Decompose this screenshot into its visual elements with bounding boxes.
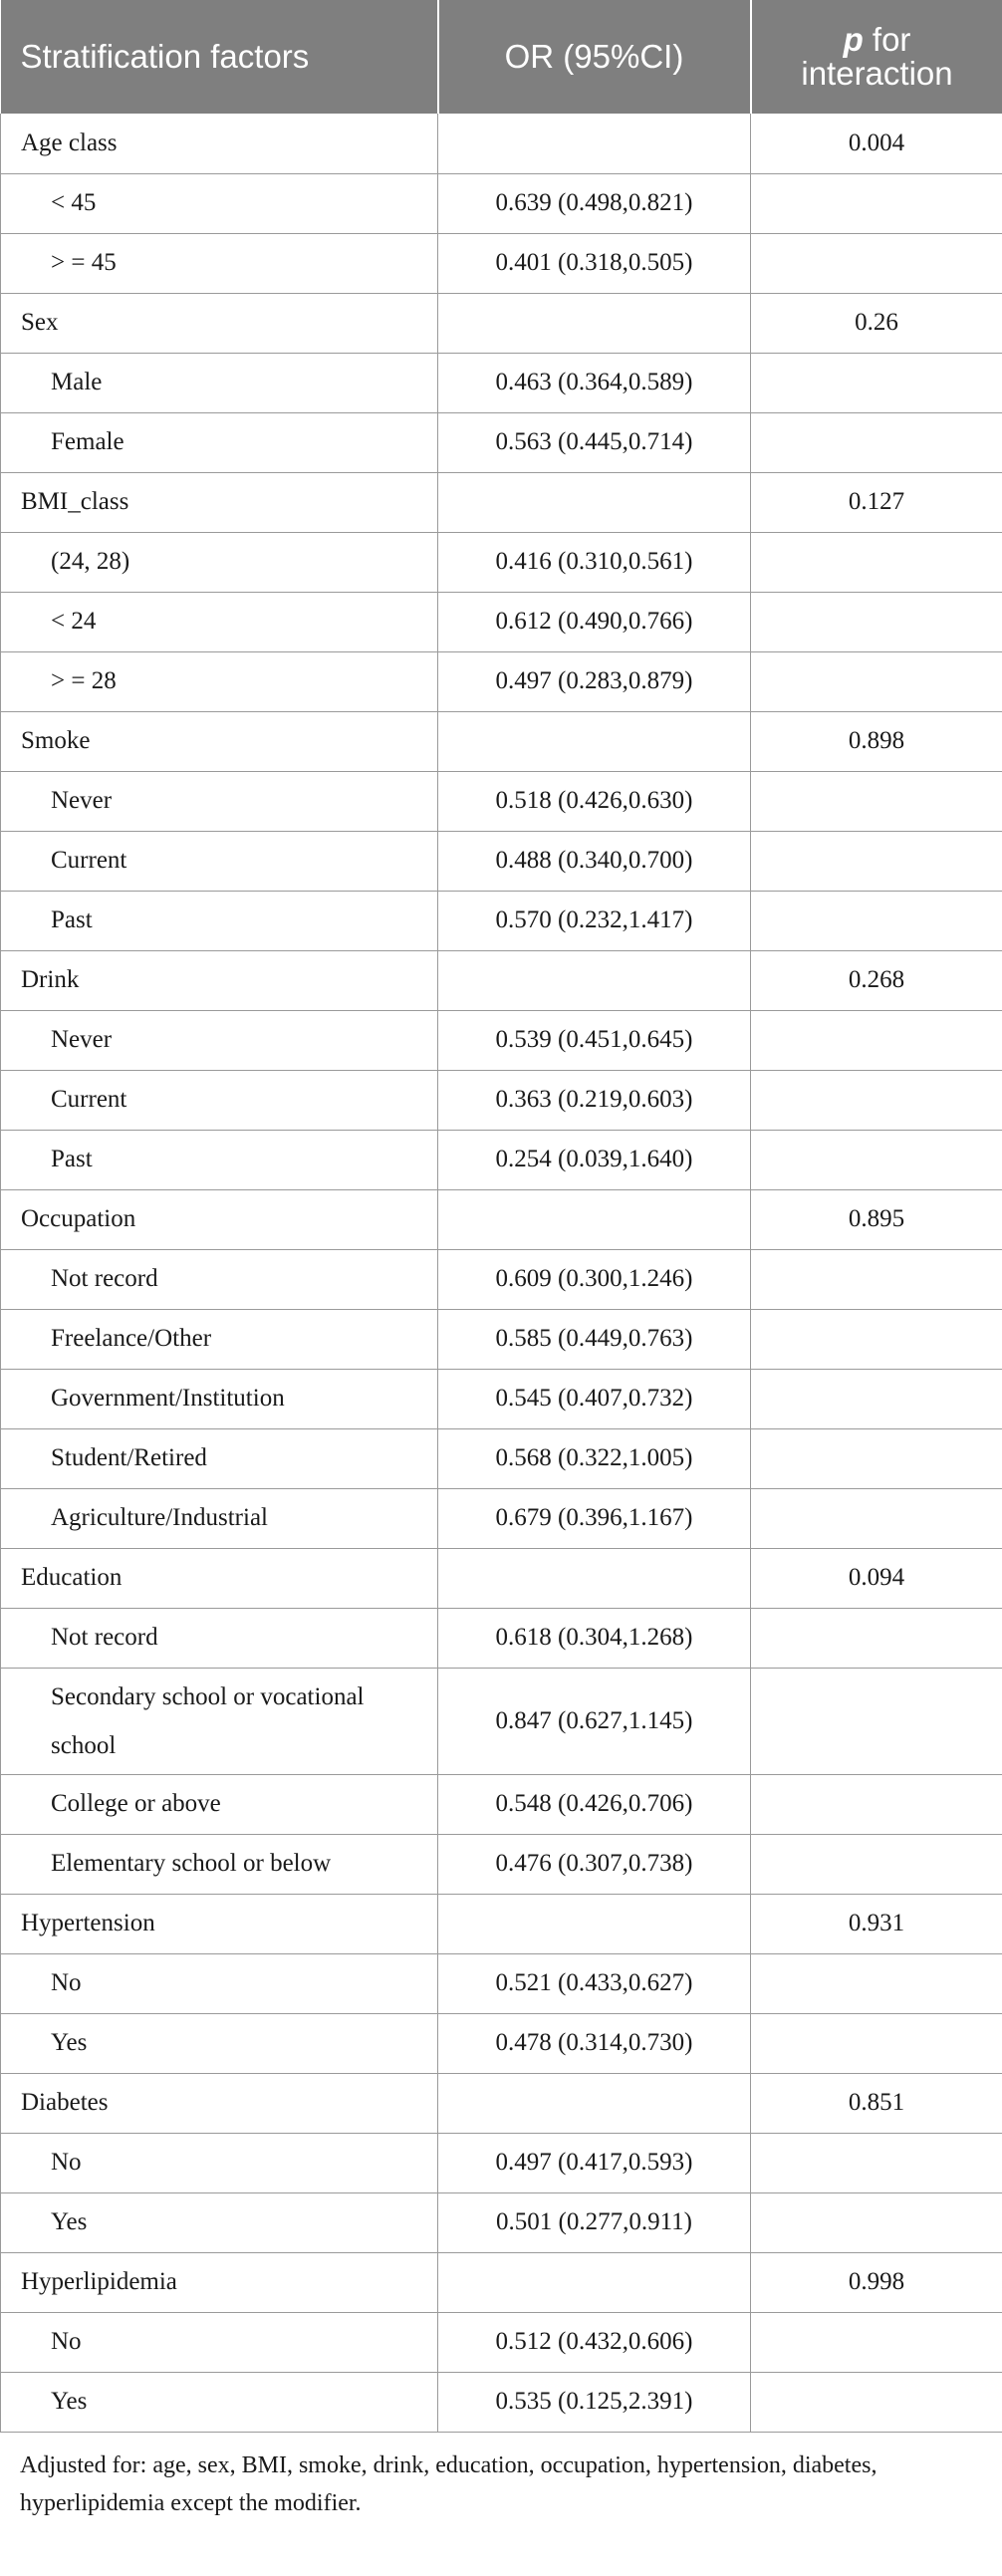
subgroup-p-cell: [751, 412, 1002, 472]
or-value: 0.639 (0.498,0.821): [438, 173, 751, 233]
p-interaction-value: 0.127: [751, 472, 1002, 532]
group-label: Age class: [1, 114, 438, 173]
subgroup-label: > = 45: [1, 233, 438, 293]
table-row: [1, 2192, 1002, 2252]
subgroup-p-cell: [751, 592, 1002, 651]
subgroup-p-cell: [751, 353, 1002, 412]
or-value: 0.548 (0.426,0.706): [438, 1774, 751, 1834]
subgroup-p-cell: [751, 891, 1002, 950]
group-or-cell: [438, 472, 751, 532]
subgroup-p-cell: [751, 2372, 1002, 2432]
group-label: Education: [1, 1548, 438, 1608]
subgroup-label: Secondary school or vocational school: [1, 1668, 438, 1774]
table-row: [1, 1249, 1002, 1309]
group-or-cell: [438, 950, 751, 1010]
or-value: 0.585 (0.449,0.763): [438, 1309, 751, 1369]
subgroup-p-cell: [751, 2312, 1002, 2372]
subgroup-label: (24, 28): [1, 532, 438, 592]
subgroup-label: Never: [1, 1010, 438, 1070]
subgroup-p-cell: [751, 173, 1002, 233]
subgroup-label: < 24: [1, 592, 438, 651]
header-row: [1, 0, 1002, 114]
subgroup-label: Past: [1, 891, 438, 950]
or-value: 0.254 (0.039,1.640): [438, 1130, 751, 1189]
table-row: [1, 173, 1002, 233]
or-value: 0.521 (0.433,0.627): [438, 1953, 751, 2013]
subgroup-label: Yes: [1, 2013, 438, 2073]
or-value: 0.363 (0.219,0.603): [438, 1070, 751, 1130]
table-row-group: [1, 114, 1002, 173]
table-row: [1, 412, 1002, 472]
subgroup-label: Elementary school or below: [1, 1834, 438, 1894]
subgroup-p-cell: [751, 1369, 1002, 1428]
or-value: 0.488 (0.340,0.700): [438, 831, 751, 891]
subgroup-label: Current: [1, 1070, 438, 1130]
table-row-group: [1, 472, 1002, 532]
or-value: 0.518 (0.426,0.630): [438, 771, 751, 831]
header-p-italic: p: [843, 21, 864, 58]
subgroup-label: College or above: [1, 1774, 438, 1834]
or-value: 0.463 (0.364,0.589): [438, 353, 751, 412]
p-interaction-value: 0.931: [751, 1894, 1002, 1953]
subgroup-label: > = 28: [1, 651, 438, 711]
or-value: 0.535 (0.125,2.391): [438, 2372, 751, 2432]
subgroup-label: Past: [1, 1130, 438, 1189]
header-or: OR (95%CI): [438, 0, 751, 114]
or-value: 0.679 (0.396,1.167): [438, 1488, 751, 1548]
p-interaction-value: 0.851: [751, 2073, 1002, 2133]
subgroup-p-cell: [751, 651, 1002, 711]
table-row-group: [1, 950, 1002, 1010]
subgroup-label: Never: [1, 771, 438, 831]
table-row: [1, 592, 1002, 651]
subgroup-p-cell: [751, 1010, 1002, 1070]
or-value: 0.539 (0.451,0.645): [438, 1010, 751, 1070]
group-label: Occupation: [1, 1189, 438, 1249]
subgroup-label: Agriculture/Industrial: [1, 1488, 438, 1548]
group-label: Hyperlipidemia: [1, 2252, 438, 2312]
subgroup-p-cell: [751, 2133, 1002, 2192]
p-interaction-value: 0.094: [751, 1548, 1002, 1608]
subgroup-p-cell: [751, 2192, 1002, 2252]
subgroup-p-cell: [751, 1608, 1002, 1668]
group-label: Sex: [1, 293, 438, 353]
p-interaction-value: 0.004: [751, 114, 1002, 173]
or-value: 0.501 (0.277,0.911): [438, 2192, 751, 2252]
group-or-cell: [438, 1894, 751, 1953]
table-row: [1, 2133, 1002, 2192]
table-row: [1, 532, 1002, 592]
p-interaction-value: 0.898: [751, 711, 1002, 771]
or-value: 0.563 (0.445,0.714): [438, 412, 751, 472]
or-value: 0.612 (0.490,0.766): [438, 592, 751, 651]
subgroup-p-cell: [751, 1834, 1002, 1894]
table-row: [1, 1428, 1002, 1488]
subgroup-label: Male: [1, 353, 438, 412]
group-or-cell: [438, 1189, 751, 1249]
table-row: [1, 1953, 1002, 2013]
p-interaction-value: 0.998: [751, 2252, 1002, 2312]
or-value: 0.847 (0.627,1.145): [438, 1668, 751, 1774]
table-body: [1, 114, 1002, 2432]
or-value: 0.497 (0.417,0.593): [438, 2133, 751, 2192]
subgroup-p-cell: [751, 1130, 1002, 1189]
header-p-rest: for interaction: [801, 21, 953, 92]
or-value: 0.570 (0.232,1.417): [438, 891, 751, 950]
subgroup-label: Female: [1, 412, 438, 472]
or-value: 0.545 (0.407,0.732): [438, 1369, 751, 1428]
table-row-group: [1, 2073, 1002, 2133]
table-row: [1, 1309, 1002, 1369]
or-value: 0.512 (0.432,0.606): [438, 2312, 751, 2372]
or-value: 0.568 (0.322,1.005): [438, 1428, 751, 1488]
subgroup-p-cell: [751, 532, 1002, 592]
table-row: [1, 1070, 1002, 1130]
subgroup-label: Not record: [1, 1608, 438, 1668]
subgroup-p-cell: [751, 1953, 1002, 2013]
table-row-group: [1, 1189, 1002, 1249]
subgroup-label: Yes: [1, 2372, 438, 2432]
subgroup-label: No: [1, 2133, 438, 2192]
table-row: [1, 2372, 1002, 2432]
subgroup-label: Government/Institution: [1, 1369, 438, 1428]
table-row: [1, 1488, 1002, 1548]
or-value: 0.416 (0.310,0.561): [438, 532, 751, 592]
table-row: [1, 2013, 1002, 2073]
or-value: 0.609 (0.300,1.246): [438, 1249, 751, 1309]
table-row: [1, 651, 1002, 711]
subgroup-p-cell: [751, 771, 1002, 831]
table-row: [1, 1608, 1002, 1668]
table-row: [1, 1834, 1002, 1894]
table-row: [1, 831, 1002, 891]
table-row: [1, 1010, 1002, 1070]
subgroup-p-cell: [751, 1488, 1002, 1548]
header-factor: Stratification factors: [1, 0, 438, 114]
subgroup-p-cell: [751, 1668, 1002, 1774]
subgroup-p-cell: [751, 1428, 1002, 1488]
table-row-group: [1, 1548, 1002, 1608]
group-label: BMI_class: [1, 472, 438, 532]
group-label: Drink: [1, 950, 438, 1010]
subgroup-label: Freelance/Other: [1, 1309, 438, 1369]
p-interaction-value: 0.26: [751, 293, 1002, 353]
group-or-cell: [438, 2073, 751, 2133]
subgroup-p-cell: [751, 831, 1002, 891]
table-row: [1, 1774, 1002, 1834]
or-value: 0.476 (0.307,0.738): [438, 1834, 751, 1894]
or-value: 0.497 (0.283,0.879): [438, 651, 751, 711]
subgroup-label: Student/Retired: [1, 1428, 438, 1488]
table-row: [1, 353, 1002, 412]
table-row: [1, 891, 1002, 950]
table-row: [1, 233, 1002, 293]
subgroup-p-cell: [751, 2013, 1002, 2073]
group-label: Diabetes: [1, 2073, 438, 2133]
or-value: 0.478 (0.314,0.730): [438, 2013, 751, 2073]
table-row: [1, 771, 1002, 831]
table-row: [1, 1369, 1002, 1428]
table-row-group: [1, 2252, 1002, 2312]
table-row-group: [1, 293, 1002, 353]
p-interaction-value: 0.268: [751, 950, 1002, 1010]
table-row-group: [1, 1894, 1002, 1953]
table-row: [1, 1668, 1002, 1774]
subgroup-label: < 45: [1, 173, 438, 233]
group-or-cell: [438, 2252, 751, 2312]
subgroup-p-cell: [751, 1774, 1002, 1834]
subgroup-label: No: [1, 2312, 438, 2372]
group-or-cell: [438, 114, 751, 173]
or-value: 0.618 (0.304,1.268): [438, 1608, 751, 1668]
subgroup-label: Yes: [1, 2192, 438, 2252]
group-or-cell: [438, 711, 751, 771]
table-row: [1, 2312, 1002, 2372]
subgroup-p-cell: [751, 233, 1002, 293]
subgroup-label: No: [1, 1953, 438, 2013]
table-footnote: Adjusted for: age, sex, BMI, smoke, drink, education, occupation, hypertension, diabetes, hyperlipidemia except the modifier.: [20, 2451, 877, 2516]
subgroup-p-cell: [751, 1309, 1002, 1369]
table-row: [1, 1130, 1002, 1189]
group-or-cell: [438, 1548, 751, 1608]
subgroup-p-cell: [751, 1249, 1002, 1309]
header-p-interaction: [751, 0, 1002, 114]
group-label: Hypertension: [1, 1894, 438, 1953]
subgroup-label: Current: [1, 831, 438, 891]
p-interaction-value: 0.895: [751, 1189, 1002, 1249]
subgroup-p-cell: [751, 1070, 1002, 1130]
subgroup-label: Not record: [1, 1249, 438, 1309]
or-value: 0.401 (0.318,0.505): [438, 233, 751, 293]
group-or-cell: [438, 293, 751, 353]
table-row-group: [1, 711, 1002, 771]
group-label: Smoke: [1, 711, 438, 771]
